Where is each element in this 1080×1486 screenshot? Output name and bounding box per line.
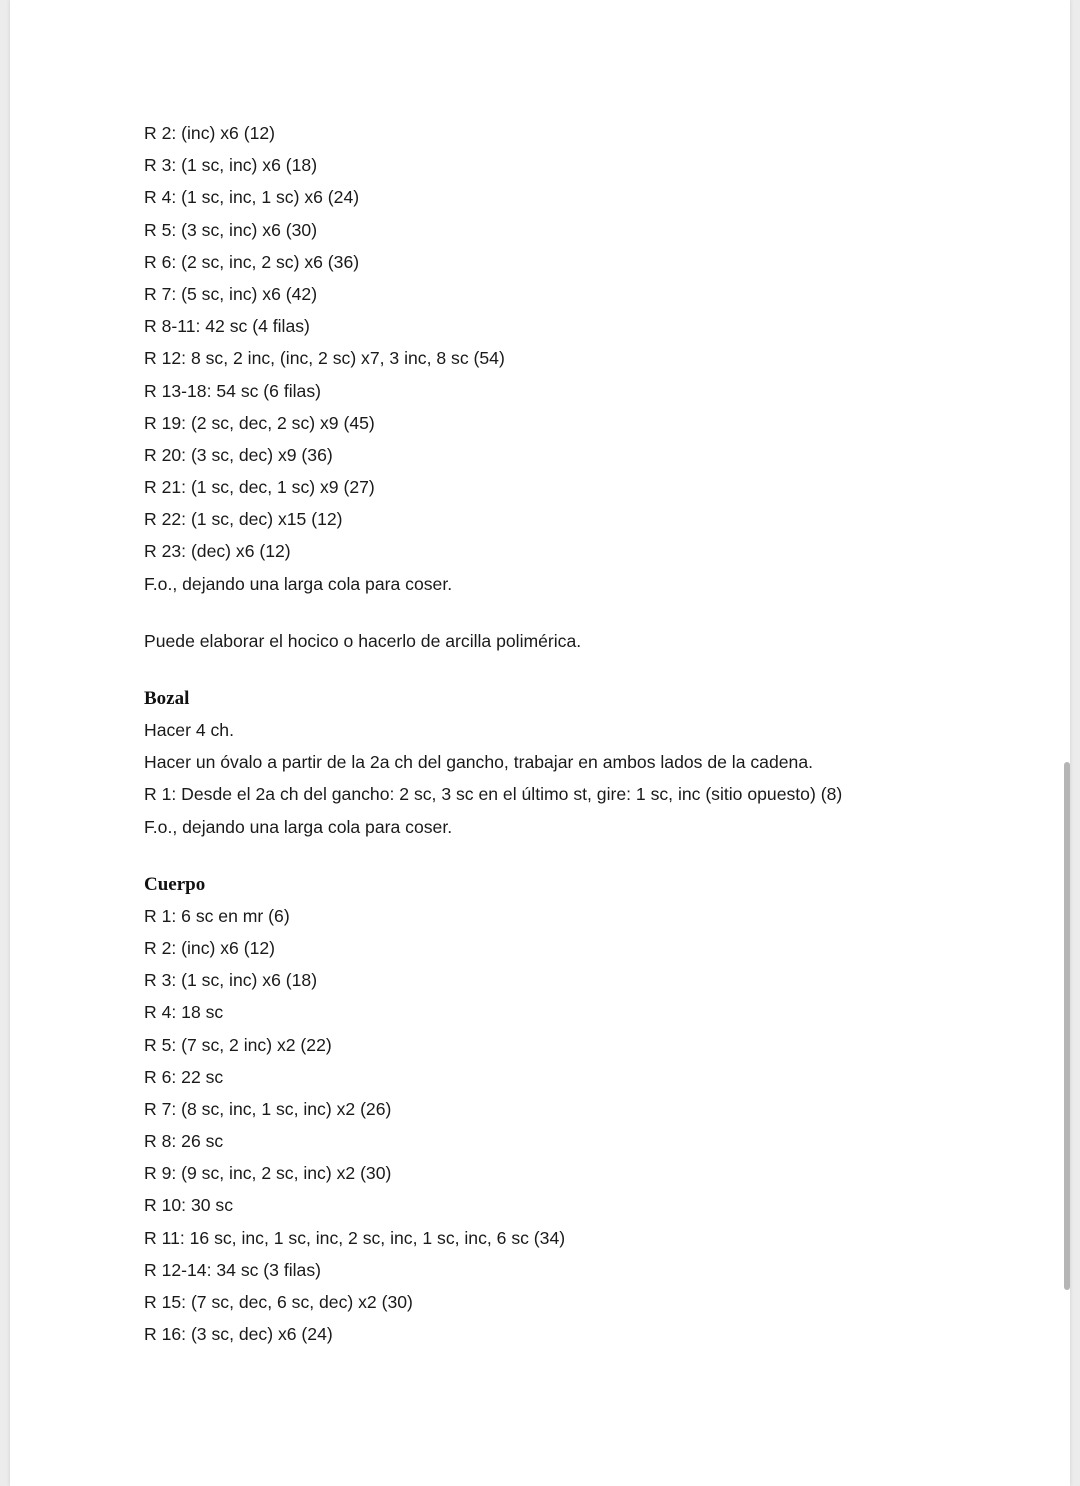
pattern-line: R 21: (1 sc, dec, 1 sc) x9 (27) <box>144 477 375 498</box>
pattern-line: F.o., dejando una larga cola para coser. <box>144 573 453 594</box>
pattern-line: R 7: (5 sc, inc) x6 (42) <box>144 283 318 304</box>
pattern-line: R 16: (3 sc, dec) x6 (24) <box>144 1324 333 1345</box>
pattern-line: R 15: (7 sc, dec, 6 sc, dec) x2 (30) <box>144 1292 413 1312</box>
pattern-line: R 1: Desde el 2a ch del gancho: 2 sc, 3 sc en el último st, gire: 1 sc, inc (sitio opuesto) (8) <box>144 784 843 805</box>
note-paragraph: Puede elaborar el hocico o hacerlo de arcilla polimérica. <box>144 630 582 651</box>
pattern-line: R 20: (3 sc, dec) x9 (36) <box>144 444 333 465</box>
pattern-line: R 11: 16 sc, inc, 1 sc, inc, 2 sc, inc, 1 sc, inc, 6 sc (34) <box>144 1227 566 1248</box>
pattern-line: R 8: 26 sc <box>144 1131 224 1152</box>
section-heading-cuerpo: Cuerpo <box>144 873 206 895</box>
pattern-line: R 7: (8 sc, inc, 1 sc, inc) x2 (26) <box>144 1098 392 1119</box>
pattern-line: R 12: 8 sc, 2 inc, (inc, 2 sc) x7, 3 inc, 8 sc (54) <box>144 348 505 369</box>
pattern-line: Hacer un óvalo a partir de la 2a ch del gancho, trabajar en ambos lados de la cadena. <box>144 752 813 773</box>
pattern-line: R 5: (3 sc, inc) x6 (30) <box>144 219 318 240</box>
pattern-line: R 3: (1 sc, inc) x6 (18) <box>144 970 318 991</box>
pattern-line: R 10: 30 sc <box>144 1195 233 1216</box>
pattern-line: R 6: (2 sc, inc, 2 sc) x6 (36) <box>144 251 360 272</box>
head-rounds-section <box>144 117 1044 600</box>
pattern-line: R 8-11: 42 sc (4 filas) <box>144 316 310 337</box>
pattern-line: R 5: (7 sc, 2 inc) x2 (22) <box>144 1034 332 1055</box>
pattern-line: Hacer 4 ch. <box>144 720 234 740</box>
pattern-line: R 13-18: 54 sc (6 filas) <box>144 380 321 401</box>
pattern-line: R 23: (dec) x6 (12) <box>144 541 291 562</box>
bozal-section <box>144 684 1044 843</box>
scrollbar-thumb[interactable] <box>1064 762 1070 1290</box>
section-heading-bozal: Bozal <box>144 688 190 709</box>
pattern-line: R 4: (1 sc, inc, 1 sc) x6 (24) <box>144 187 360 208</box>
pattern-line: R 22: (1 sc, dec) x15 (12) <box>144 509 343 530</box>
pattern-line: R 4: 18 sc <box>144 1002 224 1023</box>
pattern-line: R 6: 22 sc <box>144 1066 224 1087</box>
document-page <box>10 0 1070 1486</box>
pattern-line: R 1: 6 sc en mr (6) <box>144 905 290 926</box>
pattern-line: R 12-14: 34 sc (3 filas) <box>144 1259 321 1280</box>
pattern-line: R 3: (1 sc, inc) x6 (18) <box>144 155 318 176</box>
cuerpo-section <box>144 870 1044 1351</box>
pattern-line: F.o., dejando una larga cola para coser. <box>144 816 453 837</box>
document-content <box>144 117 1044 1350</box>
pattern-line: R 2: (inc) x6 (12) <box>144 937 276 958</box>
pattern-line: R 9: (9 sc, inc, 2 sc, inc) x2 (30) <box>144 1163 392 1184</box>
vertical-scrollbar[interactable] <box>1062 0 1072 1486</box>
pattern-line: R 19: (2 sc, dec, 2 sc) x9 (45) <box>144 412 375 433</box>
pattern-line: R 2: (inc) x6 (12) <box>144 123 276 143</box>
